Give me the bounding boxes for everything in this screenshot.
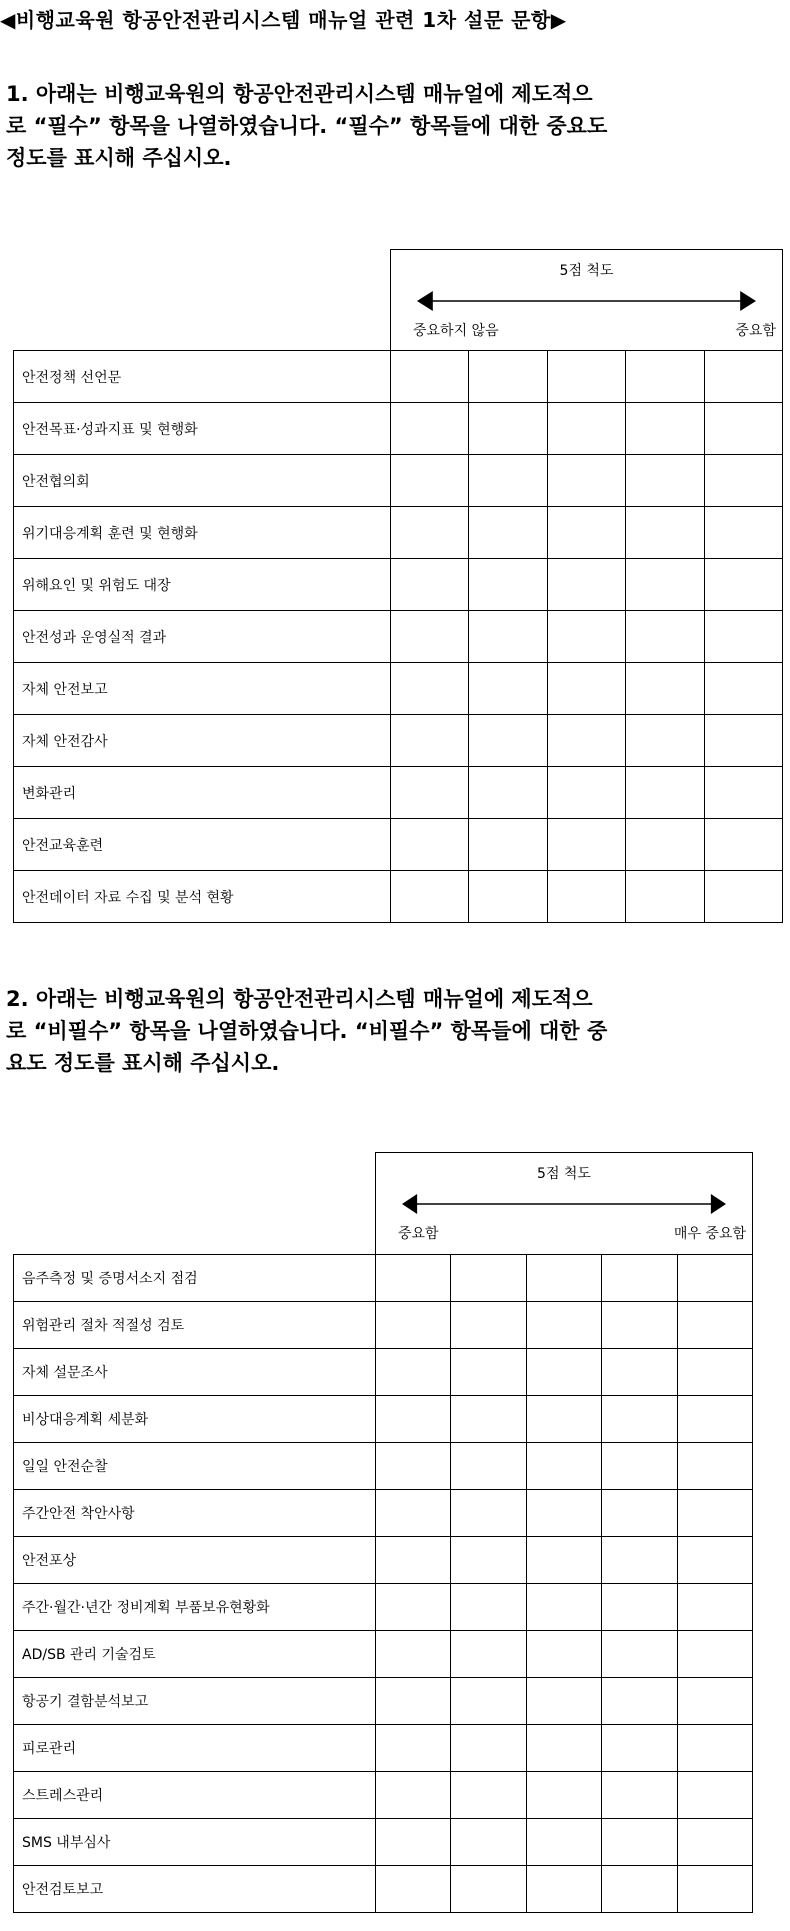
- rating-cell-3[interactable]: [547, 767, 625, 819]
- rating-cell-3[interactable]: [547, 403, 625, 455]
- rating-cell-5[interactable]: [704, 819, 782, 871]
- table-row: [14, 1349, 753, 1396]
- rating-cell-1[interactable]: [376, 1772, 451, 1819]
- rating-cell-4[interactable]: [602, 1725, 677, 1772]
- rating-cell-2[interactable]: [469, 663, 547, 715]
- rating-cell-4[interactable]: [626, 507, 704, 559]
- table-row: [14, 1866, 753, 1913]
- rating-cell-1[interactable]: [376, 1349, 451, 1396]
- item-label: 안전정책 선언문: [14, 351, 391, 403]
- item-label: 음주측정 및 증명서소지 점검: [14, 1255, 376, 1302]
- table-row: [14, 871, 783, 923]
- scale-header: [376, 1153, 753, 1255]
- rating-cell-1[interactable]: [376, 1396, 451, 1443]
- rating-cell-4[interactable]: [602, 1772, 677, 1819]
- rating-cell-5[interactable]: [704, 611, 782, 663]
- rating-cell-1[interactable]: [391, 403, 469, 455]
- rating-cell-1[interactable]: [391, 767, 469, 819]
- table-row: [14, 507, 783, 559]
- rating-cell-4[interactable]: [602, 1396, 677, 1443]
- rating-cell-1[interactable]: [376, 1537, 451, 1584]
- rating-cell-3[interactable]: [526, 1302, 601, 1349]
- rating-cell-2[interactable]: [451, 1537, 526, 1584]
- rating-cell-2[interactable]: [451, 1631, 526, 1678]
- rating-cell-4[interactable]: [626, 871, 704, 923]
- rating-cell-3[interactable]: [526, 1819, 601, 1866]
- rating-cell-5[interactable]: [704, 507, 782, 559]
- rating-cell-5[interactable]: [704, 715, 782, 767]
- header-corner: [14, 250, 391, 351]
- rating-cell-1[interactable]: [391, 559, 469, 611]
- rating-cell-2[interactable]: [451, 1349, 526, 1396]
- scale-header: [391, 250, 783, 351]
- rating-cell-2[interactable]: [469, 507, 547, 559]
- rating-cell-1[interactable]: [391, 715, 469, 767]
- header-corner: [14, 1153, 376, 1255]
- item-label: 자체 설문조사: [14, 1349, 376, 1396]
- table-row: [14, 1819, 753, 1866]
- rating-cell-2[interactable]: [469, 767, 547, 819]
- rating-cell-2[interactable]: [469, 403, 547, 455]
- rating-cell-3[interactable]: [547, 715, 625, 767]
- question-1-text: 1. 아래는 비행교육원의 항공안전관리시스템 매뉴얼에 제도적으 로 “필수” 항목을 나열하였습니다. “필수” 항목들에 대한 중요도 정도를 표시해 주십시오.: [6, 82, 608, 170]
- rating-cell-1[interactable]: [376, 1819, 451, 1866]
- table-row: [14, 1584, 753, 1631]
- rating-cell-5[interactable]: [704, 403, 782, 455]
- rating-cell-1[interactable]: [376, 1490, 451, 1537]
- rating-cell-5[interactable]: [704, 663, 782, 715]
- rating-cell-5[interactable]: [704, 767, 782, 819]
- rating-cell-3[interactable]: [526, 1631, 601, 1678]
- table-row: [14, 1396, 753, 1443]
- rating-cell-2[interactable]: [469, 819, 547, 871]
- rating-cell-3[interactable]: [547, 455, 625, 507]
- rating-cell-1[interactable]: [391, 611, 469, 663]
- rating-cell-3[interactable]: [547, 611, 625, 663]
- table-row: [14, 767, 783, 819]
- item-label: 피로관리: [14, 1725, 376, 1772]
- rating-cell-4[interactable]: [602, 1537, 677, 1584]
- rating-cell-2[interactable]: [451, 1725, 526, 1772]
- rating-cell-5[interactable]: [677, 1349, 752, 1396]
- rating-cell-5[interactable]: [677, 1255, 752, 1302]
- rating-cell-1[interactable]: [376, 1302, 451, 1349]
- rating-cell-2[interactable]: [469, 871, 547, 923]
- rating-cell-1[interactable]: [391, 819, 469, 871]
- rating-cell-3[interactable]: [526, 1537, 601, 1584]
- rating-cell-5[interactable]: [704, 871, 782, 923]
- item-label: 위기대응계획 훈련 및 현행화: [14, 507, 391, 559]
- rating-cell-5[interactable]: [677, 1302, 752, 1349]
- rating-cell-2[interactable]: [451, 1255, 526, 1302]
- rating-cell-3[interactable]: [547, 351, 625, 403]
- item-label: 안전협의회: [14, 455, 391, 507]
- table-row: [14, 1631, 753, 1678]
- item-label: AD/SB 관리 기술검토: [14, 1631, 376, 1678]
- rating-cell-1[interactable]: [391, 871, 469, 923]
- double-arrow-icon: [402, 1193, 726, 1215]
- item-label: 안전검토보고: [14, 1866, 376, 1913]
- rating-cell-2[interactable]: [451, 1302, 526, 1349]
- rating-cell-2[interactable]: [469, 715, 547, 767]
- rating-cell-3[interactable]: [526, 1584, 601, 1631]
- item-label: 주간안전 착안사항: [14, 1490, 376, 1537]
- rating-cell-3[interactable]: [547, 819, 625, 871]
- rating-cell-5[interactable]: [704, 559, 782, 611]
- rating-cell-3[interactable]: [526, 1866, 601, 1913]
- item-label: 변화관리: [14, 767, 391, 819]
- scale-header-row: [14, 1153, 753, 1255]
- rating-cell-2[interactable]: [451, 1819, 526, 1866]
- item-label: 자체 안전보고: [14, 663, 391, 715]
- rating-table-2: [13, 1152, 753, 1913]
- rating-cell-3[interactable]: [547, 663, 625, 715]
- rating-cell-3[interactable]: [526, 1349, 601, 1396]
- rating-table-2-body: [14, 1153, 753, 1913]
- rating-cell-1[interactable]: [376, 1678, 451, 1725]
- rating-cell-3[interactable]: [526, 1772, 601, 1819]
- rating-cell-2[interactable]: [451, 1584, 526, 1631]
- rating-cell-3[interactable]: [526, 1255, 601, 1302]
- table-row: [14, 455, 783, 507]
- table-row: [14, 1302, 753, 1349]
- rating-cell-4[interactable]: [626, 819, 704, 871]
- rating-cell-2[interactable]: [469, 559, 547, 611]
- scale-left-label: 중요하지 않음: [413, 323, 499, 339]
- rating-cell-4[interactable]: [602, 1678, 677, 1725]
- rating-cell-1[interactable]: [376, 1725, 451, 1772]
- rating-cell-2[interactable]: [469, 351, 547, 403]
- scale-title: 5점 척도: [559, 263, 614, 279]
- rating-cell-4[interactable]: [626, 559, 704, 611]
- rating-cell-3[interactable]: [526, 1490, 601, 1537]
- rating-cell-5[interactable]: [677, 1772, 752, 1819]
- table-row: [14, 559, 783, 611]
- rating-cell-1[interactable]: [376, 1255, 451, 1302]
- rating-cell-5[interactable]: [677, 1866, 752, 1913]
- item-label: 항공기 결함분석보고: [14, 1678, 376, 1725]
- table-row: [14, 663, 783, 715]
- table-row: [14, 1678, 753, 1725]
- double-arrow-icon: [417, 290, 756, 312]
- rating-cell-2[interactable]: [451, 1678, 526, 1725]
- rating-cell-1[interactable]: [376, 1443, 451, 1490]
- rating-cell-4[interactable]: [626, 663, 704, 715]
- rating-cell-3[interactable]: [526, 1678, 601, 1725]
- item-label: 안전데이터 자료 수집 및 분석 현황: [14, 871, 391, 923]
- rating-cell-3[interactable]: [526, 1443, 601, 1490]
- item-label: 안전목표·성과지표 및 현행화: [14, 403, 391, 455]
- table-row: [14, 351, 783, 403]
- rating-cell-5[interactable]: [677, 1678, 752, 1725]
- item-label: 일일 안전순찰: [14, 1443, 376, 1490]
- item-label: 위해요인 및 위험도 대장: [14, 559, 391, 611]
- rating-cell-5[interactable]: [677, 1631, 752, 1678]
- rating-cell-5[interactable]: [677, 1584, 752, 1631]
- table-row: [14, 1255, 753, 1302]
- rating-cell-3[interactable]: [526, 1396, 601, 1443]
- table-row: [14, 715, 783, 767]
- rating-cell-1[interactable]: [391, 455, 469, 507]
- item-label: 안전포상: [14, 1537, 376, 1584]
- item-label: 안전교육훈련: [14, 819, 391, 871]
- rating-cell-4[interactable]: [602, 1443, 677, 1490]
- rating-cell-3[interactable]: [547, 559, 625, 611]
- item-label: 주간·월간·년간 정비계획 부품보유현황화: [14, 1584, 376, 1631]
- rating-cell-4[interactable]: [602, 1819, 677, 1866]
- rating-cell-1[interactable]: [391, 351, 469, 403]
- table-row: [14, 819, 783, 871]
- rating-cell-4[interactable]: [626, 403, 704, 455]
- scale-title: 5점 척도: [537, 1166, 591, 1182]
- rating-cell-4[interactable]: [626, 455, 704, 507]
- rating-cell-1[interactable]: [391, 507, 469, 559]
- item-label: 안전성과 운영실적 결과: [14, 611, 391, 663]
- rating-cell-3[interactable]: [526, 1725, 601, 1772]
- scale-left-label: 중요함: [398, 1226, 439, 1242]
- rating-cell-4[interactable]: [602, 1866, 677, 1913]
- rating-cell-4[interactable]: [626, 715, 704, 767]
- scale-header-row: [14, 250, 783, 351]
- rating-cell-4[interactable]: [626, 611, 704, 663]
- rating-cell-5[interactable]: [677, 1819, 752, 1866]
- rating-cell-5[interactable]: [677, 1490, 752, 1537]
- table-row: [14, 611, 783, 663]
- rating-cell-3[interactable]: [547, 507, 625, 559]
- table-row: [14, 1490, 753, 1537]
- scale-right-label: 중요함: [735, 323, 776, 339]
- table-row: [14, 403, 783, 455]
- rating-cell-1[interactable]: [391, 663, 469, 715]
- item-label: 스트레스관리: [14, 1772, 376, 1819]
- rating-cell-2[interactable]: [451, 1490, 526, 1537]
- rating-cell-5[interactable]: [677, 1725, 752, 1772]
- item-label: SMS 내부심사: [14, 1819, 376, 1866]
- rating-cell-2[interactable]: [469, 611, 547, 663]
- table-row: [14, 1443, 753, 1490]
- table-row: [14, 1725, 753, 1772]
- rating-cell-5[interactable]: [704, 455, 782, 507]
- rating-cell-1[interactable]: [376, 1584, 451, 1631]
- rating-cell-2[interactable]: [451, 1866, 526, 1913]
- item-label: 자체 안전감사: [14, 715, 391, 767]
- table-row: [14, 1537, 753, 1584]
- rating-cell-4[interactable]: [602, 1255, 677, 1302]
- rating-cell-5[interactable]: [677, 1537, 752, 1584]
- rating-cell-5[interactable]: [704, 351, 782, 403]
- rating-cell-3[interactable]: [547, 871, 625, 923]
- item-label: 위험관리 절차 적절성 검토: [14, 1302, 376, 1349]
- question-2-text: 2. 아래는 비행교육원의 항공안전관리시스템 매뉴얼에 제도적으 로 “비필수” 항목을 나열하였습니다. “비필수” 항목들에 대한 중 요도 정도를 표시해 주십시오.: [6, 987, 608, 1075]
- rating-cell-2[interactable]: [469, 455, 547, 507]
- rating-cell-4[interactable]: [602, 1631, 677, 1678]
- survey-title: ◀비행교육원 항공안전관리시스템 매뉴얼 관련 1차 설문 문항▶: [0, 8, 567, 32]
- rating-cell-2[interactable]: [451, 1396, 526, 1443]
- rating-table-1: [13, 249, 783, 923]
- table-row: [14, 1772, 753, 1819]
- rating-cell-4[interactable]: [602, 1584, 677, 1631]
- rating-table-1-body: [14, 250, 783, 923]
- rating-cell-4[interactable]: [602, 1490, 677, 1537]
- rating-cell-4[interactable]: [626, 767, 704, 819]
- rating-cell-2[interactable]: [451, 1772, 526, 1819]
- rating-cell-4[interactable]: [602, 1349, 677, 1396]
- scale-right-label: 매우 중요함: [673, 1226, 746, 1242]
- item-label: 비상대응계획 세분화: [14, 1396, 376, 1443]
- rating-cell-2[interactable]: [451, 1443, 526, 1490]
- rating-cell-5[interactable]: [677, 1443, 752, 1490]
- rating-cell-4[interactable]: [602, 1302, 677, 1349]
- rating-cell-4[interactable]: [626, 351, 704, 403]
- rating-cell-1[interactable]: [376, 1866, 451, 1913]
- rating-cell-5[interactable]: [677, 1396, 752, 1443]
- rating-cell-1[interactable]: [376, 1631, 451, 1678]
